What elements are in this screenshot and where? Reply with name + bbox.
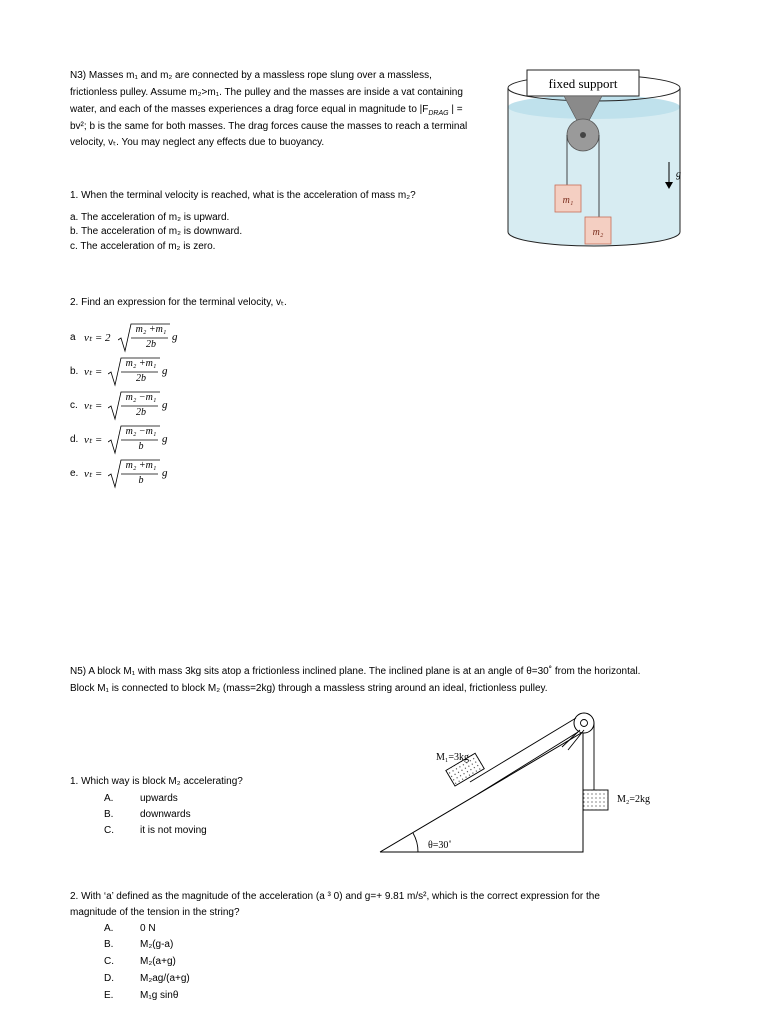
n5-q2-option-letter: C. [104, 956, 114, 967]
option-numerator: m₂ −m₁ [125, 426, 157, 437]
option-lhs: vₜ = [84, 468, 103, 480]
option-letter: b. [70, 366, 79, 377]
n3-q1-option-a: a. The acceleration of m₂ is upward. [70, 212, 230, 223]
option-numerator: m₂ −m₁ [125, 392, 157, 403]
n5-q1-option-text: downwards [140, 809, 191, 820]
option-letter: e. [70, 468, 79, 479]
n3-q2-option-e [70, 458, 190, 490]
n5-q1-option-text: upwards [140, 793, 178, 804]
n5-q2-option-text: M₂ag/(a+g) [140, 973, 190, 984]
n3-intro-line-3-text: water, and each of the masses experiences a drag force equal in magnitude to |F [70, 104, 429, 115]
option-tail: g [172, 331, 178, 343]
n3-intro-line-1: N3) Masses m₁ and m₂ are connected by a massless rope slung over a massless, [70, 70, 432, 81]
n5-q2-option-text: M₂(g-a) [140, 939, 174, 950]
n3-q2-option-a [70, 322, 190, 354]
n5-q2-prompt-line-1: 2. With ‘a’ defined as the magnitude of the acceleration (a ³ 0) and g=+ 9.81 m/s², which is the correct expression for the [70, 891, 600, 902]
option-tail: g [162, 399, 168, 411]
drag-tail: | = [451, 104, 463, 115]
option-lhs: vₜ = [84, 434, 103, 446]
option-denominator: 2b [136, 373, 146, 384]
drag-subscript: DRAG [428, 110, 449, 117]
option-denominator: 2b [146, 339, 156, 350]
option-tail: g [162, 433, 168, 445]
n5-q2-option-text: M₁g sinθ [140, 990, 179, 1001]
n5-q2-prompt-line-2: magnitude of the tension in the string? [70, 907, 240, 918]
n5-intro-line-2: Block M₁ is connected to block M₂ (mass=2kg) through a massless string around an ideal, frictionless pulley. [70, 683, 548, 694]
n3-q2-prompt: 2. Find an expression for the terminal velocity, vₜ. [70, 297, 287, 308]
option-tail: g [162, 467, 168, 479]
n3-intro-line-5: velocity, vₜ. You may neglect any effects due to buoyancy. [70, 137, 325, 148]
option-letter: d. [70, 434, 79, 445]
option-tail: g [162, 365, 168, 377]
n5-q2-option-text: 0 N [140, 923, 156, 934]
option-denominator: b [138, 441, 144, 452]
mass-m1-label: m₁ [562, 195, 574, 206]
option-letter: a [70, 332, 76, 343]
n5-q2-option-letter: E. [104, 990, 114, 1001]
block-m2 [583, 790, 608, 810]
n5-q2-option-letter: B. [104, 939, 114, 950]
block-m2-label: M₂=2kg [617, 794, 651, 805]
option-numerator: m₂ +m₁ [125, 358, 157, 369]
block-m1-label: M₁=3kg [436, 752, 470, 763]
n5-q1-option-letter: C. [104, 825, 114, 836]
n5-q1-option-text: it is not moving [140, 825, 207, 836]
option-numerator: m₂ +m₁ [125, 460, 157, 471]
n3-intro-line-3 [70, 103, 463, 121]
n5-q2-option-letter: D. [104, 973, 114, 984]
option-denominator: b [138, 475, 144, 486]
option-lhs: vₜ = [84, 366, 103, 378]
n5-q2-option-text: M₂(a+g) [140, 956, 176, 967]
gravity-arrow-icon [662, 160, 692, 192]
n5-q1-prompt: 1. Which way is block M₂ accelerating? [70, 776, 243, 787]
option-denominator: 2b [136, 407, 146, 418]
n5-q2-option-letter: A. [104, 923, 114, 934]
gravity-label: g [676, 169, 681, 180]
fixed-support-label: fixed support [548, 76, 618, 91]
n3-q1-option-b: b. The acceleration of m₂ is downward. [70, 226, 243, 237]
n3-q2-option-c [70, 390, 190, 422]
option-lhs: vₜ = 2 [84, 332, 111, 344]
n3-q2-option-d [70, 424, 190, 456]
n3-q1-prompt: 1. When the terminal velocity is reached, what is the acceleration of mass m₂? [70, 190, 416, 201]
n3-intro-line-4: bv²; b is the same for both masses. The drag forces cause the masses to reach a terminal [70, 121, 468, 132]
n5-intro-line-1: N5) A block M₁ with mass 3kg sits atop a frictionless inclined plane. The inclined plane is at an angle of θ=30˚ from the horizontal. [70, 666, 641, 677]
angle-label: θ=30˚ [428, 840, 452, 851]
option-numerator: m₂ +m₁ [135, 324, 167, 335]
angle-arc [413, 833, 418, 852]
n5-q1-option-letter: B. [104, 809, 114, 820]
n5-q1-option-letter: A. [104, 793, 114, 804]
n3-intro-line-2: frictionless pulley. Assume m₂>m₁. The pulley and the masses are inside a vat containing [70, 87, 463, 98]
n3-q2-option-b [70, 356, 190, 388]
option-lhs: vₜ = [84, 400, 103, 412]
option-letter: c. [70, 400, 78, 411]
mass-m2-label: m₂ [592, 227, 604, 238]
string-incline [470, 718, 576, 782]
n3-q1-option-c: c. The acceleration of m₂ is zero. [70, 241, 216, 252]
n5-incline-diagram [370, 700, 670, 860]
